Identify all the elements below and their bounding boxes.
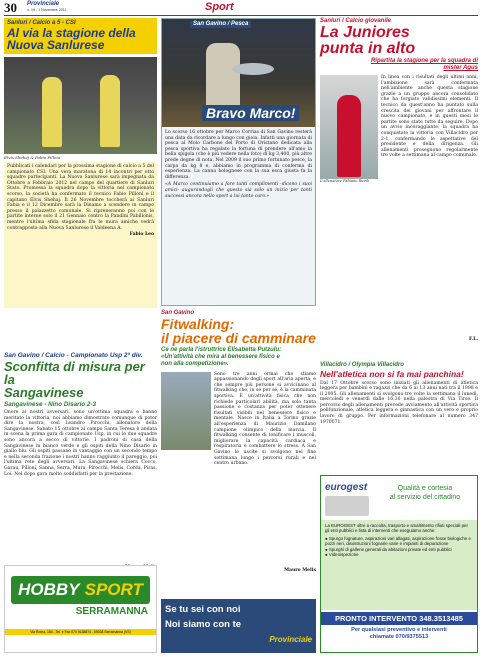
deck-line: Ce ne parla l'istruttrice Elisabetta Putzulu:	[161, 347, 282, 353]
fish-figure	[232, 63, 274, 75]
article-subtitle: Sangavinese - Nino Disario 2-3	[4, 401, 97, 408]
article-title	[4, 360, 157, 399]
slogan-line: Qualità e cortesia	[397, 485, 453, 492]
ad-pronto-intervento: PRONTO INTERVENTO 348.3513485	[321, 612, 477, 625]
article-title	[320, 25, 478, 57]
title-line: Nuova Sanlurese	[7, 38, 105, 52]
article-bravo-marco	[161, 18, 316, 306]
article-body: Sono tre anni ormai che stiamo appassionando degli sport all'aria aperta, e che sempre più persone si avvicinano al fitwalking che, in sé per sé, è la camminata sportiva. È un'attività fisica che non richiede particolari abilità, ma solo tanta passione e costanza per poter ottenere risultati visibili nel benessere fisico e mentale. Nasce in Italia a Torino grazie all'esperienza di Maurizio Damilano campione olimpico della marcia. Il fitwalking consente di tonificare i muscoli, migliorare la capacità cardiaca e respiratoria e combattere lo stress. A San Gavino le uscite si svolgono nel fine settimana lungo i percorsi rurali e nel centro urbano.	[214, 371, 316, 467]
photo-caption: Elvis Shehaj & Fabio Pilloni	[4, 155, 61, 160]
ad-brand-word: SPORT	[84, 580, 143, 599]
ad-services	[325, 536, 473, 558]
article-deck	[320, 58, 478, 72]
team-photo	[4, 57, 157, 154]
coach-photo	[320, 75, 378, 179]
article-author: F.L.	[468, 337, 478, 342]
ad-header	[321, 476, 477, 520]
title-line: Fitwalking:	[161, 316, 235, 332]
promo-brand: Provinciale	[269, 635, 312, 644]
article-body: Lo scorso 16 ottobre per Marco Corrias di San Gavino resterà una data da ricordare a lungo con gioia. Infatti una giornata di pesca al Molo Carbone del Porto di Oristano dedicata alla pesca sportiva ha regalato la fortuna di prendere all'amo la bella spigola (che è più vedere nella foto) di kg 3,400, più altre prede degne di nota. Nel 2009 il suo primo fortunato pesce, la carpa da kg 8 e, abbiamo in programma di conferma di esperienza. La canna bolognese con la sua esca giusta fa la differenza.	[165, 130, 312, 180]
ad-slogan	[375, 484, 475, 502]
article-title	[7, 27, 154, 51]
article-kicker: Villacidro / Olympia Villacidro	[320, 362, 404, 368]
ad-body	[321, 520, 477, 610]
service-text: Videoispezione	[328, 552, 359, 558]
slogan-line: al servizio del cittadino	[389, 494, 461, 501]
article-banner	[4, 18, 157, 54]
ad-contact	[321, 627, 477, 641]
contact-line: Per qualsiasi preventivo e interventi	[351, 627, 447, 633]
title-line: Sconfitta di misura per la	[4, 359, 145, 387]
title-line: Sangavinese	[4, 385, 84, 400]
article-body-row	[320, 75, 478, 337]
article-deck	[161, 347, 316, 369]
page-header	[0, 0, 482, 16]
ad-eurogest	[320, 475, 478, 653]
contact-line: chiamate 070/9375513	[369, 634, 429, 640]
article-body: Pubblicati i calendari per la prossima stagione di calcio a 5 del campionato CSI. Una vera maratona di 14 incontri per otto squadre partecipanti. La Nuova Sanlurese sarà impegnata da Ottobre a Febbraio 2012 nel campo del quartiere di Sanluri Stato. Promossa la squadra dopo la vittoria nel campionato scorso, la società ha confermato il tecnico Fabio Pilloni e il capitano Elvis Shehaj. Il 26 Novembre toccherà ai Sanluri Fabia e il 12 Dicembre sarà la Dinamo a scendere in campo presso il palazzetto comunale. Si ripreneranno poi con le partite interne solo il 21 Gennaio contro la Pandini Pabillonis, mentre l'ultima sfida stagionale fra le mura amiche vedrà contrapposta alla Nuova Sanlurese il Valdeena A.	[7, 164, 154, 231]
promo-line: Noi siamo con te	[165, 619, 242, 630]
article-author: Fabio Leo	[129, 232, 154, 238]
service-item: ● Spurgo fognature, aspirazioni vari allagati, aspirazione fosse biologiche e pozzi neri, disostruzioni fognarie varie e impianti di depurazione	[325, 535, 471, 547]
article-kicker: San Gavino / Calcio - Campionato Usp 2ª div.	[4, 352, 143, 359]
article-kicker: San Gavino / Pesca	[190, 21, 251, 28]
article-body: In linea con i risultati degli ultimi anni, l'ambizione sarà confermata nell'ambiente anche questa stagione grazie a un gruppo ancora consolidato che ha forgiato validissimi elementi. Il tecnico da quest'anno ha puntato sulla crescita dei giovani per affrontare il nuovo campionato, e in questi mesi le partite sono state tutte da seguire. Dopo un avvio incoraggiante, la squadra ha conquistato la vittoria con Villacidro per 2-1, confermando le aspettative del presidente e della dirigenza. Gli allenamenti proseguono regolarmente tre volte a settimana al campo comunale.	[381, 75, 478, 159]
article-kicker: Sanluri / Calcio a 5 - CSI	[7, 20, 76, 26]
truck-image	[325, 496, 369, 516]
article-kicker: San Gavino	[161, 310, 195, 316]
article-author: Mauro Melis	[284, 567, 316, 573]
ad-hobby-sport	[4, 565, 157, 653]
ad-address: Via Roma, 184 - Tel. e Fax 070 9138874 - 09038 Serramanna (VS)	[5, 629, 156, 635]
photo-caption: L'allenatore Fabiano Ruedi	[320, 179, 370, 183]
deck-line: «Un'attività che mira al benessere fisico e	[161, 354, 280, 361]
player-figure-left	[42, 77, 62, 147]
article-olympia-villacidro	[320, 362, 478, 472]
fitwalking-photo	[161, 372, 211, 450]
article-fitwalking	[161, 310, 316, 596]
coach-figure	[337, 95, 361, 177]
article-title	[161, 317, 316, 345]
article-body-row	[161, 372, 316, 568]
article-body-box	[4, 162, 157, 308]
promo-box	[161, 599, 316, 653]
ad-brand-word: HOBBY	[18, 580, 80, 599]
service-item: ● Spurghi di gallerie generali da abitazioni private ed enti pubblici	[325, 546, 452, 552]
page-number: 30	[4, 0, 17, 15]
ad-city: SERRAMANNA	[75, 606, 148, 617]
deck-line: non alla competizione».	[161, 361, 229, 368]
title-line: il piacere di camminare	[161, 330, 316, 346]
deck-line: mister Agus	[443, 65, 478, 71]
article-body-box	[162, 127, 315, 305]
ad-intro: La EUROGEST oltre a raccolta, trasporto e smaltimento rifiuti speciali per gli enti pubblici e lista di interventi che eseguiamo anche:	[325, 523, 468, 534]
service-item: ● Videoispezione	[325, 552, 359, 558]
title-line: La Juniores	[320, 24, 410, 41]
article-nuova-sanlurese	[4, 18, 157, 350]
promo-line: Se tu sei con noi	[165, 604, 241, 615]
title-line: Al via la stagione della	[7, 26, 136, 40]
deck-line: Ripartita la stagione per la squadra di	[370, 58, 478, 64]
article-sangavinese	[4, 352, 157, 562]
ad-brand: eurogest	[325, 482, 368, 493]
brand-logo: Provinciale	[27, 1, 60, 7]
title-line: punta in alto	[320, 40, 416, 57]
coach-photo-wrap	[320, 75, 378, 337]
ad-logo	[11, 576, 150, 604]
header-rule	[4, 15, 478, 16]
player-figure-right	[100, 75, 120, 147]
service-text: Spurgo fognature, aspirazioni vari allagati, aspirazione fosse biologiche e pozzi neri, disostruzioni fognarie varie e impianti di depurazione	[325, 535, 471, 547]
article-body: Dal 17 Ottobre scorso sono iniziati gli allenamenti di atletica leggera per bambini e ragazzi che da 6 ai 13 anni nati tra il 1998 e il 2005. Gli allenamenti si svolgono tre volte la settimana il lunedì, mercoledì e venerdì dalle 16,30 nella palestra di Via Tirso. Il percorso degli allenamenti prevede avviamento all'attività sportiva polifunzionale, atletica leggera e ginnastica con un vero e proprio lavoro di gruppo. Per informazioni telefonare al numero 347 1970071.	[320, 380, 478, 425]
article-body: Onore ai nostri avversari, sono un'ottima squadra e hanno meritato la vittoria, noi abbiamo dimostrato comunque di poter dire la nostra, così Leandro Pirocchi, allenatore della Sangavinese. Sabato 15 ottobre al campo Santa Teresa è andata in scena la prima gara di campionato Usp, in cui le due squadre sono ancora a secco di vittorie. I padroni di casa della Sangavinese in bianco verde e gli ospiti della Nino Disario in giallo blu. Gli ospiti passano in vantaggio con un secondo tempo e nella seconda frazione i nostri hanno raggiunto il pareggio, poi l'ultima rete degli avversari. La Sangavinese schiera Cocco, Garau, Pilloni, Sanna, Serra, Mura, Pirocchi, Melis, Corda, Piras, Loi. Nel dopo gara molto soddisfatti per la prestazione.	[4, 410, 157, 477]
issue-date: n. 19 - 1 Novembre 2011	[27, 8, 67, 12]
article-kicker: Sanluri / Calcio giovanile	[320, 18, 392, 24]
article-title: Bravo Marco!	[202, 105, 299, 121]
fisherman-photo	[162, 19, 315, 127]
section-title: Sport	[205, 1, 234, 13]
article-juniores	[320, 18, 478, 358]
article-quote: «A Marco continuiamo a fare tanti complimenti -dicono i suoi amici- augurandogli che questo sia solo un inizio per tanti successi ancora nello sport a lui tanto caro.»	[165, 182, 312, 199]
article-title: Nell'atletica non si fa mai panchina!	[320, 369, 464, 379]
service-text: Spurghi di gallerie generali da abitazioni private ed enti pubblici	[328, 546, 452, 552]
